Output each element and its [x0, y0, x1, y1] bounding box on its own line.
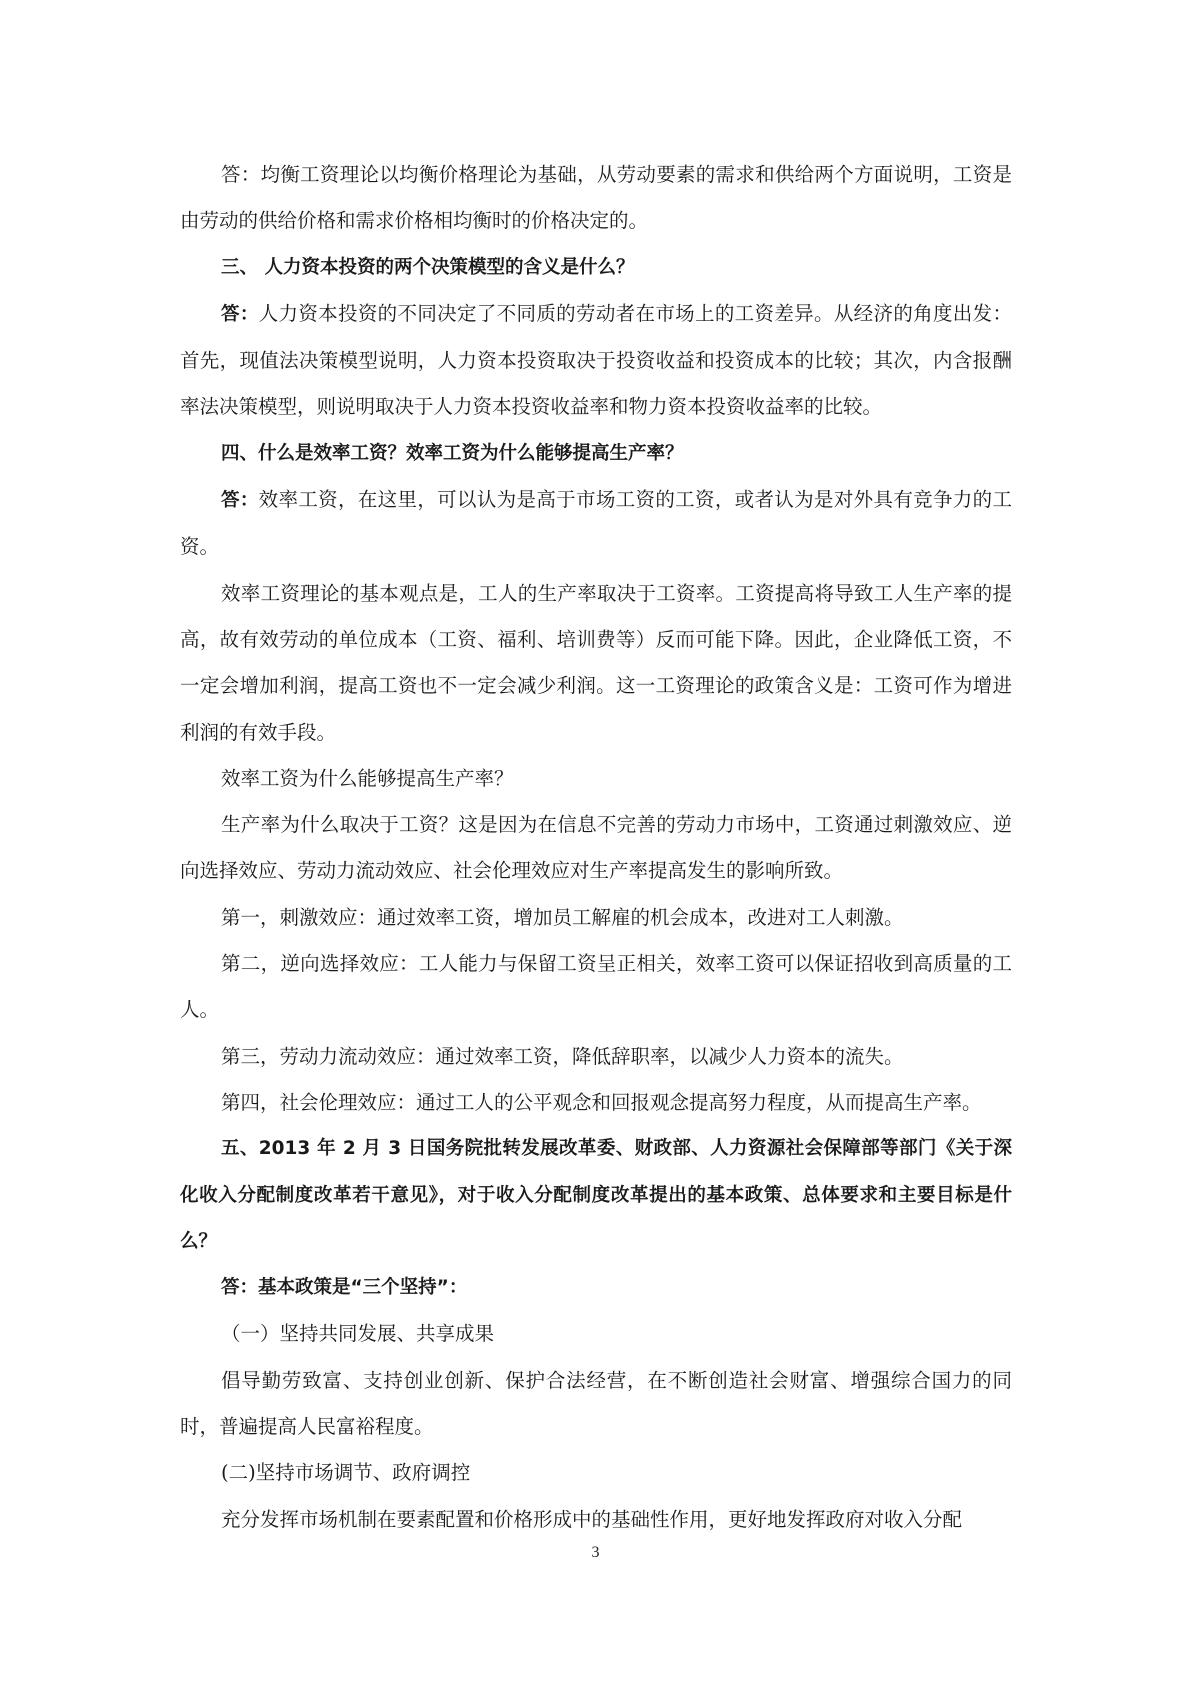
- paragraph: 充分发挥市场机制在要素配置和价格形成中的基础性作用，更好地发挥政府对收入分配: [221, 1507, 963, 1531]
- answer-paragraph: [180, 477, 1012, 571]
- subsection-title: (二)坚持市场调节、政府调控: [221, 1461, 471, 1485]
- section-heading-4: 四、什么是效率工资？效率工资为什么能够提高生产率？: [221, 442, 684, 464]
- answer-lead: 答：: [221, 490, 259, 512]
- section-heading-5: 五、2013 年 2 月 3 日国务院批转发展改革委、财政部、人力资源社会保障部等部门《关于深化收入分配制度改革若干意见》，对于收入分配制度改革提出的基本政策、总体要求和主要目标是什么？: [180, 1138, 1012, 1252]
- subsection-title: （一）坚持共同发展、共享成果: [221, 1322, 495, 1346]
- answer-text: 效率工资，在这里，可以认为是高于市场工资的工资，或者认为是对外具有竞争力的工资。: [180, 488, 1012, 559]
- answer-text: 人力资本投资的不同决定了不同质的劳动者在市场上的工资差异。从经济的角度出发：首先，现值法决策模型说明，人力资本投资取决于投资收益和投资成本的比较；其次，内含报酬率法决策模型，则说明取决于人力资本投资收益率和物力资本投资收益率的比较。: [180, 301, 1012, 419]
- body-text: [180, 152, 1012, 1543]
- answer-lead: 答：: [221, 303, 259, 325]
- page-number: 3: [591, 1544, 600, 1561]
- section-heading-3: 三、 人力资本投资的两个决策模型的含义是什么？: [221, 256, 635, 278]
- paragraph: 第四，社会伦理效应：通过工人的公平观念和回报观念提高努力程度，从而提高生产率。: [221, 1090, 982, 1114]
- answer-paragraph: [180, 291, 1012, 431]
- paragraph: 第一，刺激效应：通过效率工资，增加员工解雇的机会成本，改进对工人刺激。: [221, 905, 904, 929]
- paragraph: 第三，劳动力流动效应：通过效率工资，降低辞职率，以减少人力资本的流失。: [221, 1044, 904, 1068]
- paragraph: 答：均衡工资理论以均衡价格理论为基础，从劳动要素的需求和供给两个方面说明，工资是由劳动的供给价格和需求价格相均衡时的价格决定的。: [180, 163, 1012, 233]
- paragraph: 倡导勤劳致富、支持创业创新、保护合法经营，在不断创造社会财富、增强综合国力的同时，普遍提高人民富裕程度。: [180, 1368, 1012, 1439]
- paragraph: 效率工资理论的基本观点是，工人的生产率取决于工资率。工资提高将导致工人生产率的提高，故有效劳动的单位成本（工资、福利、培训费等）反而可能下降。因此，企业降低工资，不一定会增加利润，提高工资也不一定会减少利润。这一工资理论的政策含义是：工资可作为增进利润的有效手段。: [180, 581, 1012, 744]
- paragraph: 第二，逆向选择效应：工人能力与保留工资呈正相关，效率工资可以保证招收到高质量的工人。: [180, 952, 1012, 1022]
- paragraph: 效率工资为什么能够提高生产率？: [221, 766, 514, 790]
- answer-heading: 答：基本政策是“三个坚持”：: [221, 1277, 468, 1299]
- paragraph: 生产率为什么取决于工资？这是因为在信息不完善的劳动力市场中，工资通过刺激效应、逆向选择效应、劳动力流动效应、社会伦理效应对生产率提高发生的影响所致。: [180, 813, 1012, 883]
